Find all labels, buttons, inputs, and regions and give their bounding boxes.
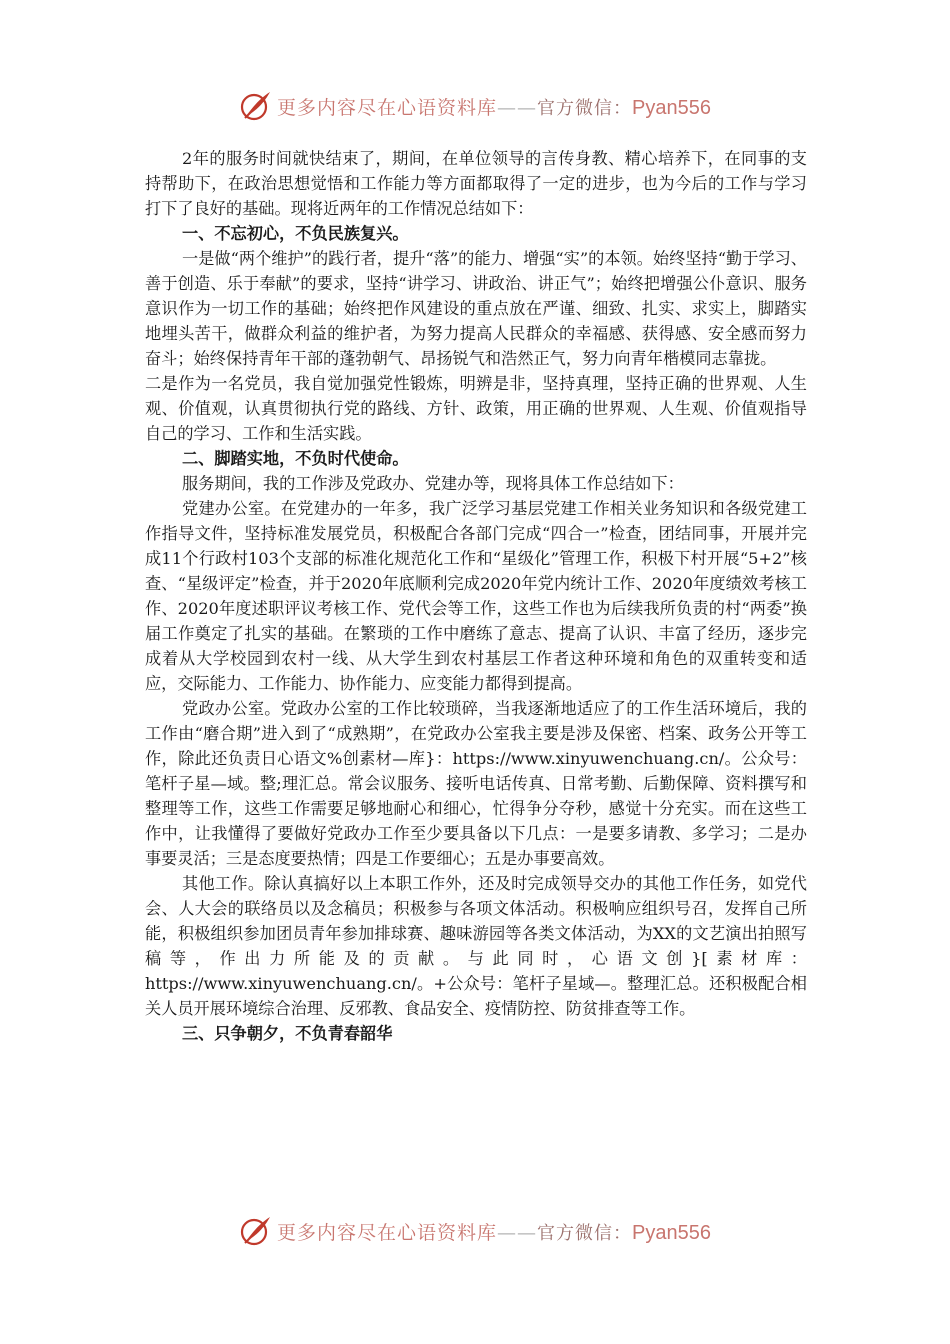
body-paragraph: 党政办公室。党政办公室的工作比较琐碎，当我逐渐地适应了的工作生活环境后，我的工作由“磨合期”进入到了“成熟期”，在党政办公室我主要是涉及保密、档案、政务公开等工作，除此还负责日心语文%创素材—库}：https://www.xinyuwenchuang.cn/。公众号：笔杆子星—域。整;理汇总。常会议服务、接听电话传真、日常考勤、后勤保障、资料撰写和整理等工作，这些工作需要足够地耐心和细心，忙得争分夺秒，感觉十分充实。而在这些工作中，让我懂得了要做好党政办工作至少要具备以下几点：一是要多请教、多学习；二是办事要灵活；三是态度要热情；四是工作要细心；五是办事要高效。 <box>145 699 807 868</box>
watermark-wechat-id: Pyan556 <box>632 1221 711 1244</box>
document-body <box>145 146 807 1046</box>
body-paragraph: 其他工作。除认真搞好以上本职工作外，还及时完成领导交办的其他工作任务，如党代会、人大会的联络员以及念稿员；积极参与各项文体活动。积极响应组织号召，发挥自己所能，积极组织参加团员青年参加排球赛、趣味游园等各类文体活动，为XX的文艺演出拍照写稿等，作出力所能及的贡献。与此同时，心语文创}[素材库：https://www.xinyuwenchuang.cn/。+公众号：笔杆子星域—。整理汇总。还积极配合相关人员开展环境综合治理、反邪教、食品安全、疫情防控、防贫排查等工作。 <box>145 874 807 1018</box>
section-heading: 一、不忘初心，不负民族复兴。 <box>182 224 409 243</box>
feather-pen-logo-icon <box>239 89 273 123</box>
watermark-text <box>277 1218 711 1245</box>
body-paragraph: 二是作为一名党员，我自觉加强党性锻炼，明辨是非，坚持真理，坚持正确的世界观、人生观、价值观，认真贯彻执行党的路线、方针、政策，用正确的世界观、人生观、价值观指导自己的学习、工作和生活实践。 <box>145 374 807 443</box>
section-heading: 二、脚踏实地，不负时代使命。 <box>182 449 409 468</box>
watermark-wechat-label: 官方微信： <box>537 1222 633 1244</box>
watermark-separator: —— <box>497 1221 538 1244</box>
watermark-text <box>277 93 711 120</box>
body-paragraph: 2年的服务时间就快结束了，期间，在单位领导的言传身教、精心培养下，在同事的支持帮助下，在政治思想觉悟和工作能力等方面都取得了一定的进步，也为今后的工作与学习打下了良好的基础。现将近两年的工作情况总结如下： <box>145 149 807 218</box>
watermark-separator: —— <box>497 96 538 119</box>
body-paragraph: 服务期间，我的工作涉及党政办、党建办等，现将具体工作总结如下： <box>182 474 684 493</box>
watermark-brand: 更多内容尽在心语资料库 <box>277 96 498 119</box>
body-paragraph: 党建办公室。在党建办的一年多，我广泛学习基层党建工作相关业务知识和各级党建工作指导文件，坚持标准发展党员，积极配合各部门完成“四合一”检查，团结同事，开展并完成11个行政村103个支部的标准化规范化工作和“星级化”管理工作，积极下村开展“5+2”核查、“星级评定”检查，并于2020年底顺利完成2020年党内统计工作、2020年度绩效考核工作、2020年度述职评议考核工作、党代会等工作，这些工作也为后续我所负责的村“两委”换届工作奠定了扎实的基础。在繁琐的工作中磨练了意志、提高了认识、丰富了经历，逐步完成着从大学校园到农村一线、从大学生到农村基层工作者这种环境和角色的双重转变和适应，交际能力、工作能力、协作能力、应变能力都得到提高。 <box>145 499 807 693</box>
feather-pen-logo-icon <box>239 1214 273 1248</box>
body-paragraph: 一是做“两个维护”的践行者，提升“落”的能力、增强“实”的本领。始终坚持“勤于学习、善于创造、乐于奉献”的要求，坚持“讲学习、讲政治、讲正气”；始终把增强公仆意识、服务意识作为一切工作的基础；始终把作风建设的重点放在严谨、细致、扎实、求实上，脚踏实地埋头苦干，做群众利益的维护者，为努力提高人民群众的幸福感、获得感、安全感而努力奋斗；始终保持青年干部的蓬勃朝气、昂扬锐气和浩然正气，努力向青年楷模同志靠拢。 <box>145 249 807 368</box>
watermark-brand: 更多内容尽在心语资料库 <box>277 1221 498 1244</box>
watermark-wechat-id: Pyan556 <box>632 96 711 119</box>
watermark-wechat-label: 官方微信： <box>537 97 633 119</box>
header-watermark <box>0 86 950 126</box>
section-heading: 三、只争朝夕，不负青春韶华 <box>182 1024 393 1043</box>
footer-watermark <box>0 1211 950 1251</box>
